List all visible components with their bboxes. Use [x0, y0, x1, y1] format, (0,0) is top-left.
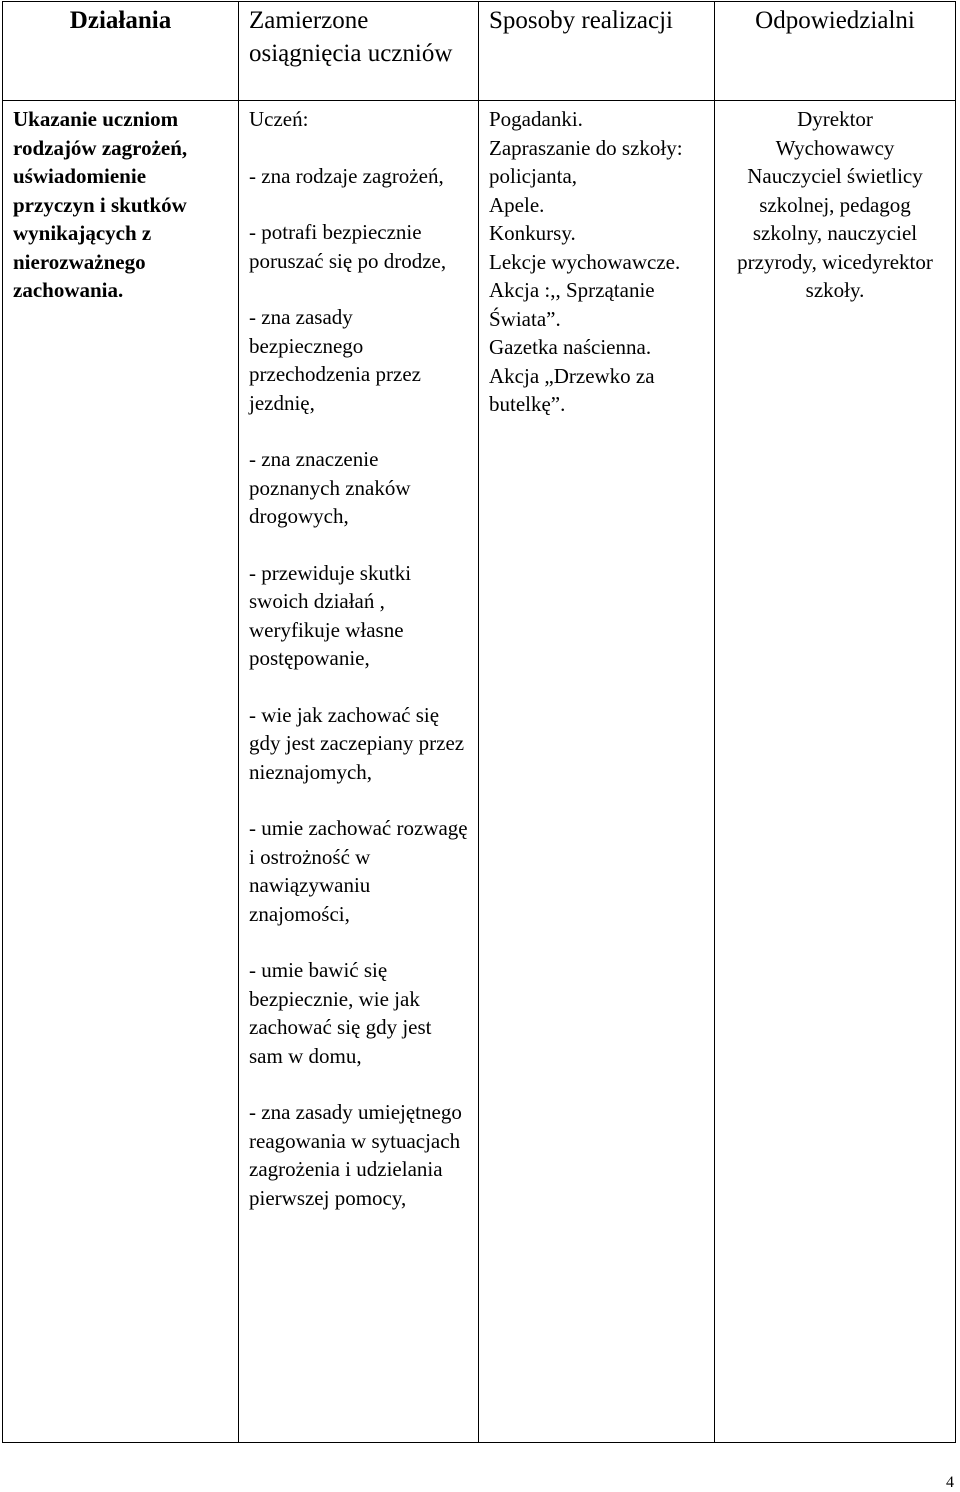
responsible-item: Nauczyciel świetlicy szkolnej, pedagog szkolny, nauczyciel przyrody, wicedyrektor szkoły. [737, 164, 933, 302]
achievement-item: - przewiduje skutki swoich działań , weryfikuje własne postępowanie, [249, 560, 412, 670]
achievements-cell [239, 101, 479, 1443]
responsible-item: Dyrektor [797, 107, 873, 131]
responsible-item: Wychowawcy [775, 135, 895, 160]
achievement-item: - umie zachować rozwagę i ostrożność w nawiązywaniu znajomości, [249, 816, 468, 926]
achievement-item: - zna zasady umiejętnego reagowania w sytuacjach zagrożenia i udzielania pierwszej pomocy, [249, 1100, 462, 1210]
method-item: Pogadanki. [489, 107, 583, 131]
achievement-item: - zna rodzaje zagrożeń, [249, 163, 444, 188]
responsible-cell [715, 101, 956, 1443]
plan-table [2, 1, 956, 1443]
methods-cell [479, 101, 715, 1443]
header-methods: Sposoby realizacji [479, 2, 715, 101]
method-item: Gazetka naścienna. [489, 335, 652, 359]
method-item: Lekcje wychowawcze. [489, 249, 681, 274]
method-item: Apele. [489, 192, 545, 217]
achievement-item: - wie jak zachować się gdy jest zaczepiany przez nieznajomych, [249, 702, 465, 784]
method-item: Akcja :,, Sprzątanie Świata”. [489, 278, 655, 331]
page-number: 4 [946, 1474, 954, 1491]
achievement-item: - potrafi bezpiecznie poruszać się po drodze, [249, 220, 447, 273]
header-responsible: Odpowiedzialni [715, 2, 956, 101]
method-item: Akcja „Drzewko za butelkę”. [489, 363, 655, 416]
header-actions: Działania [3, 2, 239, 101]
header-row [3, 2, 956, 101]
content-row [3, 101, 956, 1443]
actions-cell: Ukazanie uczniom rodzajów zagrożeń, uświadomienie przyczyn i skutków wynikających z nierozważnego zachowania. [3, 101, 239, 1443]
achievement-item: - umie bawić się bezpiecznie, wie jak zachować się gdy jest sam w domu, [249, 958, 432, 1068]
achievement-item: - zna znaczenie poznanych znaków drogowych, [249, 447, 411, 528]
method-item: Zapraszanie do szkoły: policjanta, [489, 135, 683, 188]
achievement-item: - zna zasady bezpiecznego przechodzenia przez jezdnię, [249, 305, 421, 415]
header-achievements: Zamierzone osiągnięcia uczniów [239, 2, 479, 101]
achievements-lead: Uczeń: [249, 107, 309, 131]
method-item: Konkursy. [489, 221, 576, 245]
